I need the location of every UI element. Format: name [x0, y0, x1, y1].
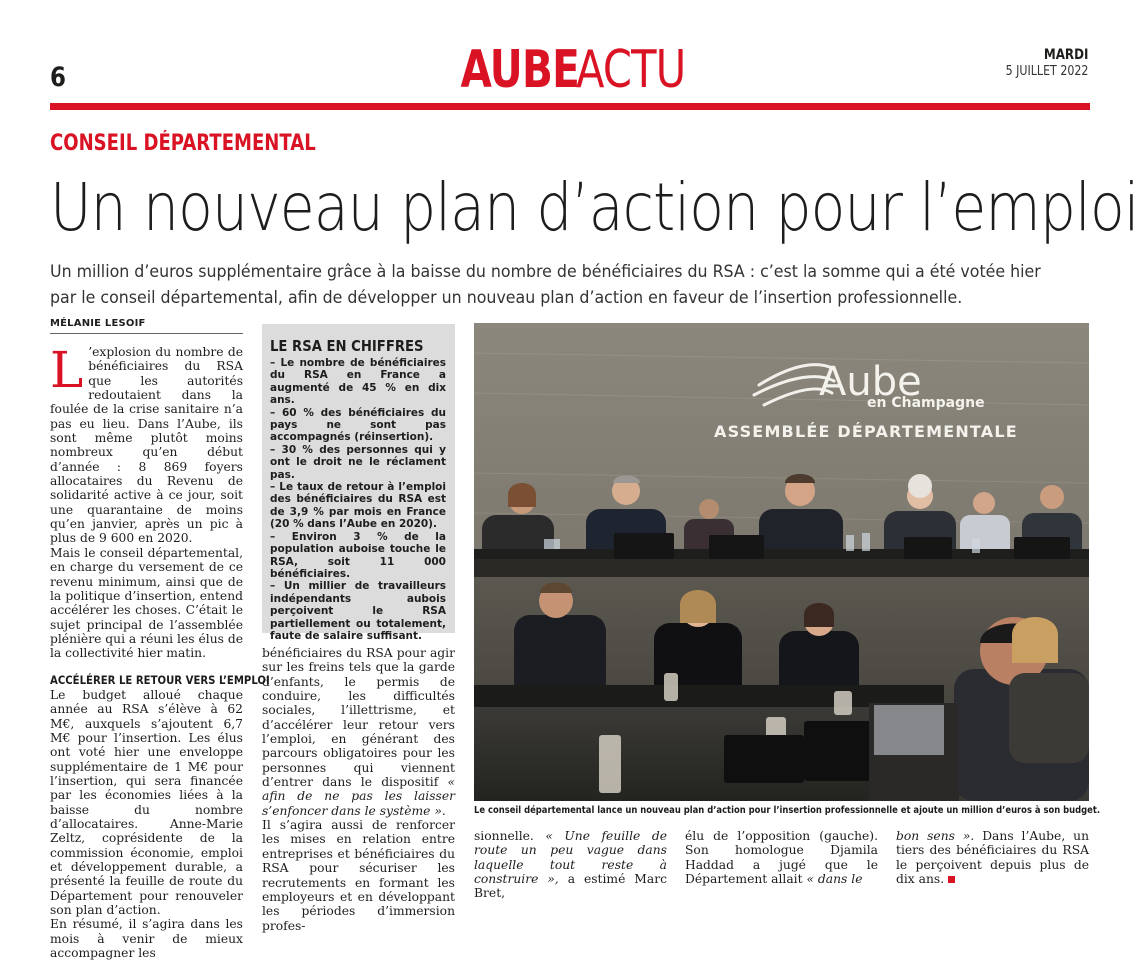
paragraph: Mais le conseil départemental, en charge du versement de ce revenu minimum, ainsi que de la politique d’insertion, entend accélérer les choses. C’était le sujet principal de l’assemblée plénière qui a réuni les élus de la collectivité hier matin. [50, 545, 243, 661]
quote: « Une feuille de route un peu vague dans laquelle tout reste à construire », [474, 829, 667, 887]
section-title-bold: AUBE [460, 40, 579, 100]
fact-item: – Environ 3 % de la population auboise touche le RSA, soit 11 000 bénéficiaires. [270, 530, 446, 580]
paragraph: Il s’agira aussi de renforcer les mises en relation entre entreprises et bénéficiaires du RSA pour sécuriser les recrutements en formant les employeurs et en développant les périodes d’immersion profes- [262, 818, 455, 933]
quote: « afin de ne pas les laisser s’enfoncer dans le système ». [262, 775, 455, 818]
issue-date: 5 JUILLET 2022 [1005, 64, 1088, 79]
quote: bon sens ». [896, 829, 975, 843]
paragraph: bon sens ». Dans l’Aube, un tiers des bénéficiaires du RSA le perçoivent depuis plus de dix ans. [896, 829, 1089, 887]
article-photo [474, 323, 1089, 801]
article-column-2 [262, 646, 455, 933]
article-column-4 [685, 829, 878, 886]
lead-line: Un million d’euros supplémentaire grâce à la baisse du nombre de bénéficiaires du RSA : c’est la somme qui a été votée hier [50, 262, 1041, 282]
section-title-light: ACTU [576, 40, 686, 100]
issue-day: MARDI [1043, 47, 1088, 63]
lead-line: par le conseil départemental, afin de développer un nouveau plan d’action en faveur de l’insertion professionnelle. [50, 288, 963, 308]
section-title [0, 42, 1140, 98]
fact-item: – Le nombre de bénéficiaires du RSA en France a augmenté de 45 % en dix ans. [270, 357, 446, 407]
paragraph: élu de l’opposition (gauche). Son homologue Djamila Haddad a jugé que le Département allait « dans le [685, 829, 878, 887]
fact-item: – Le taux de retour à l’emploi des bénéficiaires du RSA est de 3,9 % par mois en France (20 % dans l’Aube en 2020). [270, 481, 446, 531]
facts-box [262, 324, 455, 642]
fact-item: – Un millier de travailleurs indépendants aubois perçoivent le RSA partiellement ou totalement, faute de salaire suffisant. [270, 580, 446, 642]
article-headline: Un nouveau plan d’action pour l’emploi [50, 169, 1139, 246]
end-mark [948, 876, 955, 883]
paragraph: Le budget alloué chaque année au RSA s’élève à 62 M€, auxquels s’ajoutent 6,7 M€ pour l’insertion. Les élus ont voté hier une enveloppe supplémentaire de 1 M€ pour l’insertion, qui sera financée par les économies liées à la baisse du nombre d’allocataires. Anne-Marie Zeltz, coprésidente de la commission économie, emploi et développement durable, a présenté la feuille de route du Département pour renouveler son plan d’action. [50, 687, 243, 918]
fact-item: – 30 % des personnes qui y ont le droit ne le réclament pas. [270, 443, 446, 481]
article-kicker: CONSEIL DÉPARTEMENTAL [50, 131, 316, 156]
article-byline: MÉLANIE LESOIF [50, 318, 146, 329]
assembly-photo-illustration [474, 323, 1089, 801]
paragraph: En résumé, il s’agira dans les mois à venir de mieux accompagner les [50, 917, 243, 960]
facts-box-title: LE RSA EN CHIFFRES [270, 337, 424, 355]
logo-word: Aube [819, 359, 922, 405]
page-number: 6 [50, 62, 66, 93]
fact-item: – 60 % des bénéficiaires du pays ne sont pas accompagnés (réinsertion). [270, 406, 446, 444]
quote: « dans le [806, 872, 863, 887]
paragraph: L ’explosion du nombre de bénéficiaires du RSA que les autorités redoutaient dans la foulée de la crise sanitaire n’a pas eu lieu. Dans l’Aube, ils sont même plutôt moins nombreux qu’en début d’année : 8 869 foyers allocataires du Revenu de solidarité active à ce jour, soit une quarantaine de moins qu’en janvier, après un pic à plus de 9 600 en 2020. [50, 341, 243, 546]
article-subhead: ACCÉLÉRER LE RETOUR VERS L’EMPLOI [50, 672, 270, 687]
article-column-3 [474, 829, 667, 901]
header-rule [50, 103, 1090, 110]
drop-cap: L [50, 341, 84, 399]
article-column-5 [896, 829, 1089, 886]
article-lead [50, 259, 1090, 311]
paragraph: sionnelle. « Une feuille de route un peu vague dans laquelle tout reste à construire », a estimé Marc Bret, [474, 829, 667, 901]
logo-subtitle: en Champagne [867, 395, 985, 411]
photo-caption: Le conseil départemental lance un nouveau plan d’action pour l’insertion professionnelle et ajoute un million d’euros à son budget. [474, 805, 1101, 816]
byline-rule [50, 333, 243, 334]
paragraph: bénéficiaires du RSA pour agir sur les freins tels que la garde d’enfants, le permis de conduire, les difficultés sociales, l’illettrisme, et d’accélérer leur retour vers l’emploi, en générant des parcours obligatoires pour les personnes qui viennent d’entrer dans le dispositif « afin de ne pas les laisser s’enfoncer dans le système ». [262, 646, 455, 818]
wall-lettering: ASSEMBLÉE DÉPARTEMENTALE [714, 422, 1018, 441]
article-column-1 [50, 341, 270, 960]
